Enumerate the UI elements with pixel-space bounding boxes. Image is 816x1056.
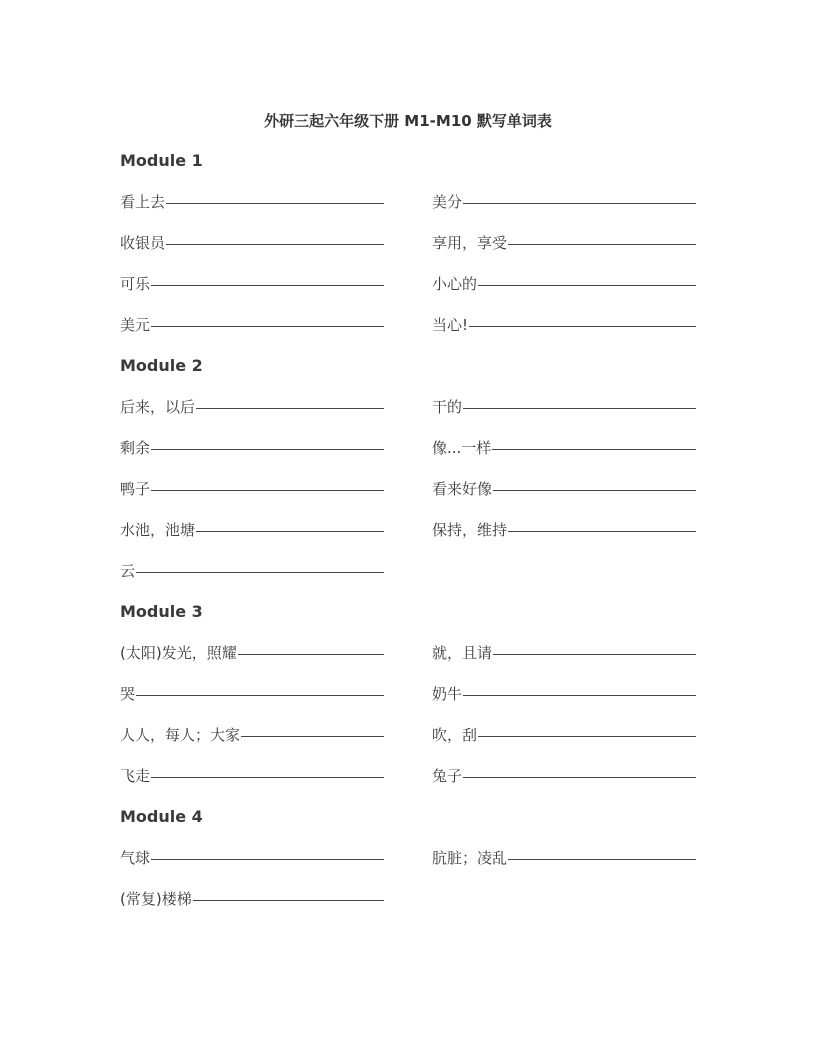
vocab-item-left — [120, 396, 384, 437]
vocab-row — [120, 191, 700, 232]
vocab-item-left — [120, 314, 384, 355]
vocab-item-right — [432, 191, 696, 232]
answer-blank[interactable] — [508, 530, 696, 532]
document-title: 外研三起六年级下册 M1-M10 默写单词表 — [264, 112, 552, 130]
answer-blank[interactable] — [196, 407, 384, 409]
vocab-term: 吹，刮 — [432, 726, 478, 744]
answer-blank[interactable] — [151, 858, 384, 860]
answer-blank[interactable] — [463, 202, 696, 204]
answer-blank[interactable] — [469, 325, 696, 327]
vocab-item-right — [432, 683, 696, 724]
answer-blank[interactable] — [463, 407, 696, 409]
vocab-item-left — [120, 478, 384, 519]
vocab-item-right — [432, 847, 696, 888]
vocab-term: 后来，以后 — [120, 398, 196, 416]
vocab-term: 兔子 — [432, 767, 463, 785]
answer-blank[interactable] — [493, 489, 696, 491]
vocab-item-left — [120, 560, 384, 601]
vocab-row — [120, 888, 700, 929]
vocab-item-left — [120, 765, 384, 806]
vocab-term: 剩余 — [120, 439, 151, 457]
vocab-term: 当心! — [432, 316, 469, 334]
vocab-row — [120, 232, 700, 273]
vocab-item-left — [120, 888, 384, 929]
vocab-item-right — [432, 642, 696, 683]
vocab-term: 看上去 — [120, 193, 166, 211]
vocab-term: 就，且请 — [432, 644, 493, 662]
vocab-term: 肮脏；凌乱 — [432, 849, 508, 867]
vocab-term: 像...一样 — [432, 439, 492, 457]
answer-blank[interactable] — [478, 735, 696, 737]
module-heading: Module 3 — [120, 602, 203, 621]
answer-blank[interactable] — [241, 735, 384, 737]
vocab-term: 鸭子 — [120, 480, 151, 498]
vocab-row — [120, 396, 700, 437]
vocab-row — [120, 765, 700, 806]
vocab-term: 收银员 — [120, 234, 166, 252]
vocab-term: 干的 — [432, 398, 463, 416]
vocab-item-left — [120, 437, 384, 478]
vocab-term: 气球 — [120, 849, 151, 867]
vocab-row — [120, 519, 700, 560]
answer-blank[interactable] — [493, 653, 696, 655]
vocab-item-right — [432, 314, 696, 355]
answer-blank[interactable] — [463, 694, 696, 696]
vocab-item-right — [432, 232, 696, 273]
vocab-item-left — [120, 191, 384, 232]
answer-blank[interactable] — [508, 243, 696, 245]
vocab-item-left — [120, 642, 384, 683]
answer-blank[interactable] — [166, 243, 384, 245]
vocab-term: 飞走 — [120, 767, 151, 785]
vocab-row — [120, 437, 700, 478]
vocab-item-right — [432, 765, 696, 806]
vocab-item-right — [432, 560, 696, 601]
answer-blank[interactable] — [463, 776, 696, 778]
module-heading: Module 1 — [120, 151, 203, 170]
vocab-item-right — [432, 273, 696, 314]
vocab-row — [120, 560, 700, 601]
vocab-row — [120, 847, 700, 888]
answer-blank[interactable] — [136, 694, 384, 696]
answer-blank[interactable] — [151, 284, 384, 286]
answer-blank[interactable] — [151, 448, 384, 450]
vocab-item-left — [120, 232, 384, 273]
vocab-term: 小心的 — [432, 275, 478, 293]
vocab-item-left — [120, 847, 384, 888]
answer-blank[interactable] — [166, 202, 384, 204]
vocab-row — [120, 683, 700, 724]
vocab-item-left — [120, 683, 384, 724]
answer-blank[interactable] — [238, 653, 384, 655]
vocab-item-right — [432, 478, 696, 519]
vocab-term: (常复)楼梯 — [120, 890, 192, 908]
vocab-row — [120, 642, 700, 683]
vocab-term: 奶牛 — [432, 685, 463, 703]
answer-blank[interactable] — [151, 325, 384, 327]
vocabulary-list — [120, 150, 700, 929]
vocab-term: 人人，每人；大家 — [120, 726, 241, 744]
module-heading: Module 2 — [120, 356, 203, 375]
vocab-term: 可乐 — [120, 275, 151, 293]
answer-blank[interactable] — [478, 284, 696, 286]
answer-blank[interactable] — [508, 858, 696, 860]
answer-blank[interactable] — [492, 448, 696, 450]
vocab-item-right — [432, 437, 696, 478]
vocab-row — [120, 314, 700, 355]
vocab-term: 美分 — [432, 193, 463, 211]
vocab-row — [120, 478, 700, 519]
vocab-term: 水池，池塘 — [120, 521, 196, 539]
vocab-term: 看来好像 — [432, 480, 493, 498]
answer-blank[interactable] — [151, 776, 384, 778]
vocab-row — [120, 273, 700, 314]
vocab-item-left — [120, 519, 384, 560]
vocab-term: 云 — [120, 562, 136, 580]
vocab-term: 美元 — [120, 316, 151, 334]
vocab-row — [120, 724, 700, 765]
answer-blank[interactable] — [196, 530, 384, 532]
answer-blank[interactable] — [193, 899, 384, 901]
vocab-item-right — [432, 888, 696, 929]
vocab-term: 哭 — [120, 685, 136, 703]
vocab-term: (太阳)发光，照耀 — [120, 644, 237, 662]
answer-blank[interactable] — [136, 571, 384, 573]
vocab-item-right — [432, 396, 696, 437]
vocab-item-right — [432, 519, 696, 560]
module-heading: Module 4 — [120, 807, 203, 826]
vocab-term: 享用，享受 — [432, 234, 508, 252]
vocab-item-right — [432, 724, 696, 765]
vocab-term: 保持，维持 — [432, 521, 508, 539]
vocab-item-left — [120, 273, 384, 314]
answer-blank[interactable] — [151, 489, 384, 491]
vocab-item-left — [120, 724, 384, 765]
